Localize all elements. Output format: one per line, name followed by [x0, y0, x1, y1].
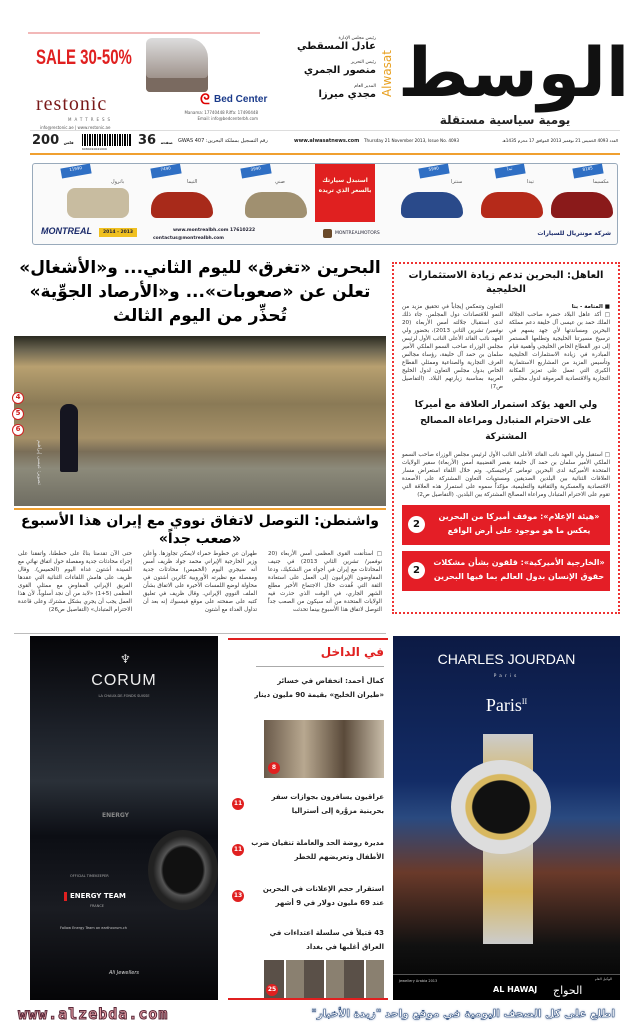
inside-item[interactable]: كمال أحمد: انخفاض في خسائر «طيران الخليج» بقيمة 90 مليون دينار — [254, 677, 384, 699]
crown-prince-headline[interactable]: ولي العهد يؤكد استمرار العلاقة مع أميركا على الاحترام المتبادل ومراعاة المصالح المشتركة — [414, 400, 598, 442]
editor-name: مجدي ميرزا — [318, 89, 376, 100]
years-badge: 2014 - 2013 — [99, 228, 137, 237]
cj-city: Paris — [493, 674, 520, 679]
corum-ad[interactable] — [30, 636, 218, 1000]
editor-name: منصور الجمري — [303, 65, 376, 76]
section-title: في الداخل — [320, 645, 384, 659]
bed-center-ad[interactable] — [28, 32, 268, 132]
page-count — [138, 133, 173, 148]
bed-center-logo-icon: ᘓ — [200, 92, 210, 108]
instagram-icon — [323, 229, 332, 238]
issue-arabic: العدد 4093 الخميس 21 نوفمبر 2013 الموافق 17 محرم 1435هـ — [502, 138, 618, 143]
barcode — [82, 134, 132, 146]
car-price: 11990 — [60, 163, 91, 178]
barcode-number: 6084010041009 — [82, 147, 107, 151]
price — [32, 133, 74, 148]
footer-banner[interactable] — [0, 1000, 632, 1030]
tagline: يومية سياسية مستقلة — [439, 113, 571, 127]
corum-sub: LA CHAUX-DE-FONDS SUISSE — [98, 694, 150, 698]
restonic-web: info@restonic.ae | www.restonic.ae — [40, 125, 111, 130]
cj-logo: CHARLES JOURDAN — [437, 651, 576, 667]
model-name: Paris — [485, 695, 522, 715]
car-name: باترول — [111, 179, 125, 185]
box-columns — [402, 303, 610, 391]
event-label: Jewellery Arabia 2013 — [399, 979, 438, 983]
pages-label: صفحة — [160, 140, 173, 145]
charles-jourdan-ad[interactable] — [393, 636, 620, 1000]
inside-item[interactable]: مديرة روضة الحد والعاملة تنفيان ضرب الأطفال وتعريضهم للخطر — [251, 839, 384, 861]
montreal-logo: MONTREAL — [41, 226, 92, 236]
cj-model — [393, 690, 620, 717]
car-image — [67, 188, 129, 218]
iraq-photos — [264, 960, 384, 998]
page-ref-badge: 4 — [12, 392, 24, 404]
divider — [14, 633, 386, 634]
inside-item[interactable]: استقرار حجم الإعلانات في البحرين عند 69 مليون دولار في 9 أشهر — [262, 885, 384, 907]
lead-headline[interactable]: البحرين «تغرق» لليوم الثاني... و«الأشغال» تعلن عن «صعوبات»... و«الأرصاد الجوِّية» تُحذِّر من اليوم الثالث — [19, 258, 381, 326]
promo-state-dept[interactable] — [402, 551, 610, 591]
editors-list — [296, 36, 376, 100]
box-body: التعاون وتنعكس إيجاباً في تحقيق مزيد من النمو للاقتصادات دول المجلس. جاء ذلك لدى استقبال جلالته أمس الأربعاء (20 نوفمبر/ تشرين الثاني 2013)، بحضور ولي العهد نائب القائد الأعلى النائب الأول لرئيس مجلس الوزراء صاحب السمو الملكي الأمير سلمان بن حمد آل خليفة، رؤساء مجالس الغرف التجارية والصناعية وممثلي القطاع الخاص بدول مجلس التعاون لدول الخليج العربية بمناسبة زيارتهم البلاد. (التفاصيل ص7) — [402, 304, 503, 390]
corum-key-icon: ♆ — [120, 652, 131, 666]
car-name: تيدا — [527, 179, 534, 185]
box-column-right — [509, 303, 610, 391]
restonic-logo: restonic — [36, 93, 108, 115]
editor-role: رئيس التحرير — [350, 60, 376, 65]
car-image — [401, 192, 463, 218]
pages-value: 36 — [138, 133, 157, 148]
box-body: □ أكد عاهل البلاد حضرة صاحب الجلالة الملك حمد بن عيسى آل خليفة دعم مملكة البحرين ومساندتها لأي جهد يسهم في ترسيخ مسيرتنا الخليجية وتطلعها المستمر إلى دور القطاع الخاص الخليجي وأهمية قيام المبادرة في زيادة الاستثمارات الخليجية وتأسيس المزيد من المشاريع الاستثمارية الكبرى التي تعمل على تعزيز المكانة التجارية والاقتصادية المرموقة لدول مجلس — [509, 312, 610, 382]
car-price: 7490 — [150, 163, 181, 178]
inside-section — [228, 638, 388, 1000]
mattress-image — [146, 38, 208, 92]
energy-team-logo: ENERGY TEAM — [64, 892, 126, 901]
watch-face — [451, 760, 551, 854]
page-ref-badge: 5 — [12, 408, 24, 420]
follow-text: Follow Energy Team on earthcorum.ch — [60, 926, 128, 930]
car-price: 8185 — [572, 163, 603, 178]
car-image — [481, 192, 543, 218]
car-image — [551, 192, 613, 218]
editor-name: عادل المسقطي — [297, 41, 376, 52]
dealer-logo: Ali Jewellers — [108, 970, 140, 976]
box-headline[interactable]: العاهل: البحرين تدعم زيادة الاستثمارات الخليجية — [408, 270, 604, 295]
meeting-photo — [264, 720, 384, 778]
showroom-handle: MONTREALMOTORS — [335, 231, 380, 236]
issue-english: Thursday 21 November 2013, Issue No. 4093 — [364, 138, 459, 143]
divider — [14, 508, 386, 510]
car-name: سنترا — [451, 179, 463, 185]
page-ref-badge: 2 — [408, 562, 425, 579]
sale-text: SALE 30-50% — [36, 46, 132, 70]
page-ref-badge: 8 — [268, 762, 280, 774]
promo-text: «هيئة الإعلام»: موقف أميركا من البحرين يعكس ما هو موجود على أرض الواقع — [438, 512, 600, 535]
dateline: ■ المنامة - بنا — [571, 304, 610, 310]
car-ad-web: www.montrealbh.com 17610222 — [173, 228, 256, 233]
price-value: 200 — [32, 133, 60, 148]
corum-logo: CORUM — [91, 672, 157, 689]
editor-role: المدير العام — [354, 84, 376, 89]
timekeeper-label: OFFICIAL TIMEKEEPER — [70, 874, 109, 878]
box-body: □ استقبل ولي العهد نائب القائد الأعلى النائب الأول لرئيس مجلس الوزراء صاحب السمو الملكي الأمير سلمان بن حمد آل خليفة بقصر القضيبية أمس (الأربعاء) سفير الولايات المتحدة الأميركية لدى البحرين توماس كراجيسكي. وتم خلال اللقاء استعراض مسار العلاقات الثنائية بين البلدين الصديقين ومستويات التعاون المشتركة على الأصعدة الاقتصادية والعسكرية والثقافية والتعليمية، مؤكداً سموه على استمرار هذه العلاقة التي تقوم على الاحترام المتبادل ومراعاة المصالح المشتركة بين البلدين. (التفاصيل ص2) — [402, 452, 610, 498]
price-label: فلس — [63, 140, 74, 145]
watch-image — [148, 830, 218, 910]
agent-label: الوكيل العام — [594, 977, 612, 981]
company-name: شركة مونتريال للسيارات — [537, 230, 611, 237]
promo-media-authority[interactable] — [402, 505, 610, 545]
page-ref-badge: 11 — [232, 798, 244, 810]
al-hawaj-logo: AL HAWAJ — [493, 985, 538, 994]
car-image — [151, 192, 213, 218]
france-label: FRANCE — [90, 904, 104, 908]
energy-logo: ENERGY — [102, 812, 129, 819]
model-sup: II — [521, 697, 528, 706]
inside-item[interactable]: عراقيون يسافرون بجوازات سفر بحرينية مزوَّرة إلى أستراليا — [271, 793, 384, 815]
page-ref-badge: 6 — [12, 424, 24, 436]
car-price: تبدأ — [494, 163, 525, 178]
car-image — [245, 192, 307, 218]
montreal-car-ad[interactable] — [32, 163, 618, 245]
newspaper-logo: الوسط — [398, 34, 630, 113]
bed-center-info — [156, 110, 258, 122]
page-ref-badge: 13 — [232, 890, 244, 902]
website-link[interactable]: www.alwasatnews.com — [294, 138, 360, 144]
car-name: التيما — [187, 179, 198, 185]
car-ad-email: contactus@montrealbh.com — [153, 236, 224, 241]
royal-news-box — [392, 262, 620, 614]
inside-item[interactable]: 43 قتيلاً في سلسلة اعتداءات في العراق أغلبها في بغداد — [269, 929, 384, 951]
store-email: Email: info@bedcenterbh.com — [197, 116, 258, 121]
car-name: صني — [275, 179, 285, 185]
registration: رقم التسجيل بمملكة البحرين: GWAS 407 — [178, 138, 268, 144]
editor-role: رئيس مجلس الإدارة — [338, 36, 376, 41]
store-phones: Manama: 17740448 Riffa: 17490448 — [184, 110, 258, 115]
bed-center-name: Bed Center — [214, 94, 268, 105]
logo-latin: Alwasat — [380, 50, 394, 98]
car-name: مكسيما — [593, 179, 609, 185]
issue-info-bar — [30, 130, 620, 155]
article-column: □ استأنفت القوى العظمى أمس الأربعاء (20 نوفمبر/ تشرين الثاني 2013) في جنيف المحادثات مع إيران في أجواء من التشكيك، ودعا المفاوضون الإيرانيون إلى العمل على استعادة الثقة التي فُقدت خلال الاجتماع الأخير مطلع الشهر الجاري، في الوقت الذي حذرت فيه الولايات المتحدة من أنه سيكون من الصعب جداً التوصل لاتفاق هذا الأسبوع بينما تحدثت — [268, 551, 383, 613]
page-ref-badge: 25 — [266, 984, 278, 996]
person-figure — [60, 404, 78, 472]
article-column: طهران عن خطوط حمراء لايمكن تجاوزها. وأعلن وزير الخارجية الإيراني محمد جواد ظريف أمس أنه سيجري اليوم (الخميس) محادثات جدية ومفصلة مع نظيرته الأوروبية كاثرين أشتون في محاولة لوضع اللمسات الأخيرة على الاتفاق بشأن الملف النووي الإيراني. وقال ظريف في تعليق كتبه على صفحته على موقع فيسبوك إنه بعد أن تداول الغداء مع أشتون — [143, 551, 257, 613]
footer-slogan: اطلع على كل الصحف اليومية في موقع واحد "زبدة الأخبار" — [311, 1008, 615, 1020]
footer-url[interactable]: www.alzebda.com — [18, 1005, 169, 1023]
divider — [256, 666, 384, 667]
al-hawaj-arabic: الحواج — [553, 984, 583, 997]
promo-text: «الخارجية الأميركية»: قلقون بشأن مشكلات حقوق الإنسان بدول العالم بما فيها البحرين — [433, 558, 605, 581]
iran-headline[interactable]: واشنطن: التوصل لاتفاق نووي مع إيران هذا الأسبوع «صعب جداً» — [21, 513, 379, 547]
photo-credit: تصوير: عيسى إبراهيم — [36, 440, 42, 485]
car-price: 5990 — [418, 163, 449, 178]
car-price: 3990 — [240, 163, 271, 178]
cj-footer — [393, 974, 620, 1000]
page-ref-badge: 2 — [408, 516, 425, 533]
page-ref-badge: 11 — [232, 844, 244, 856]
restonic-sub: MATTRESS — [68, 117, 114, 122]
article-column: حتى الآن تقدمنا بناءً على خططنا، واتفقنا على إجراء محادثات جدية ومفصلة حول اتفاق نهائي مع السيدة أشتون غداة اليوم (الخميس). وقال ظريف على هامش اللقاءات الثنائية التي عقدها الفريق الإيراني المفاوض مع ممثلي القوى العظمى (5+1) «لابد من أن نجد أسلوباً، لأن هذا العمل يجب أن يجري بشكل مشترك وعلى قاعدة الاحترام المتبادل» (التفاصيل ص26) — [18, 551, 132, 613]
trade-in-banner: استبدل سيارتك بالسعر الذي تريده — [315, 164, 375, 222]
